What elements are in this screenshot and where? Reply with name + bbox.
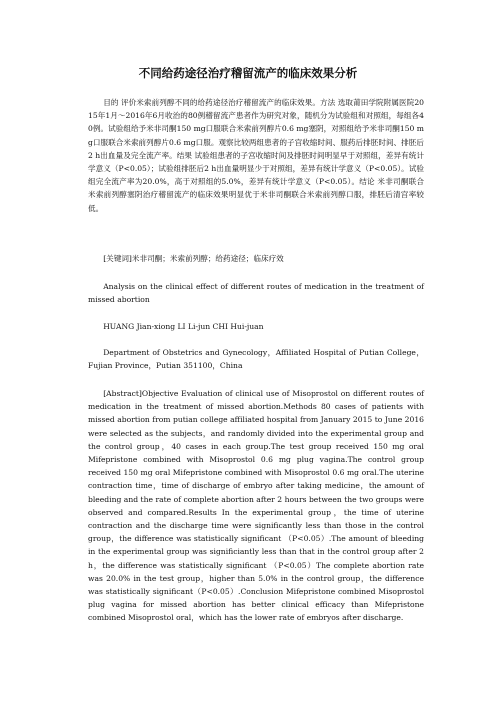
chinese-abstract: 目的 评价米索前列醇不同的给药途径治疗稽留流产的临床效果。方法 选取莆田学院附属医院2015年1月～2016年6月收治的80例稽留流产患者作为研究对象，随机分为试验组和对照组，每组各40例。试验组给予米非司酮150 mg口服联合米索前列醇片0.6 mg塞阴，对照组给予米非司酮150 mg口服联合米索前列醇片0.6 mg口服。观察比较两组患者的子宫收缩时间、服药后排胚时间、排胚后2 h出血量及完全流产率。结果 试验组患者的子宫收缩时间及排胚时间明显早于对照组，差异有统计学意义（P<0.05）；试验组排胚后2 h出血量明显少于对照组，差异有统计学意义（P<0.05）。试验组完全流产率为20.0%，高于对照组的5.0%，差异有统计学意义（P<0.05）。结论 米非司酮联合米索前列醇塞阴治疗稽留流产的临床效果明显优于米非司酮联合米索前列醇口服，排胚后清宫率较低。 xyxy=(88,98,424,213)
paper-title: 不同给药途径治疗稽留流产的临床效果分析 xyxy=(138,66,358,80)
english-authors: HUANG Jian-xiong LI Li-jun CHI Hui-juan xyxy=(103,322,264,331)
english-affiliation: Department of Obstetrics and Gynecology，Affiliated Hospital of Putian College，Fujian Province，Putian 351100，China xyxy=(88,348,424,371)
english-title: Analysis on the clinical effect of different routes of medication in the treatment of missed abortion xyxy=(88,282,424,305)
chinese-keywords: [关键词]米非司酮；米索前列醇；给药途径；临床疗效 xyxy=(103,254,284,263)
english-abstract: [Abstract]Objective Evaluation of clinical use of Misoprostol on different routes of medication in the treatment of missed abortion.Methods 80 cases of patients with missed abortion from putian college affiliated hospital from January 2015 to June 2016 were selected as the subjects，and randomly divided into the experimental group and the control group，40 cases in each group.The test group received 150 mg oral Mifepristone combined with Misoprostol 0.6 mg plug vagina.The control group received 150 mg oral Mifepristone combined with Misoprostol 0.6 mg oral.The uterine contraction time，time of discharge of embryo after taking medicine，the amount of bleeding and the rate of complete abortion after 2 hours between the two groups were observed and compared.Results In the experimental group，the time of uterine contraction and the discharge time were significantly less than those in the control group，the difference was statistically significant （P<0.05）.The amount of bleeding in the experimental group was significiantly less than that in the control group after 2 h，the difference was statistically significant （P<0.05）The complete abortion rate was 20.0% in the test group，higher than 5.0% in the control group，the difference was statistically significant（P<0.05）.Conclusion Mifepristone combined Misoprostol plug vagina for missed abortion has better clinical efficacy than Mifepristone combined Misoprostol oral，which has the lower rate of embryos after discharge. xyxy=(88,389,424,623)
